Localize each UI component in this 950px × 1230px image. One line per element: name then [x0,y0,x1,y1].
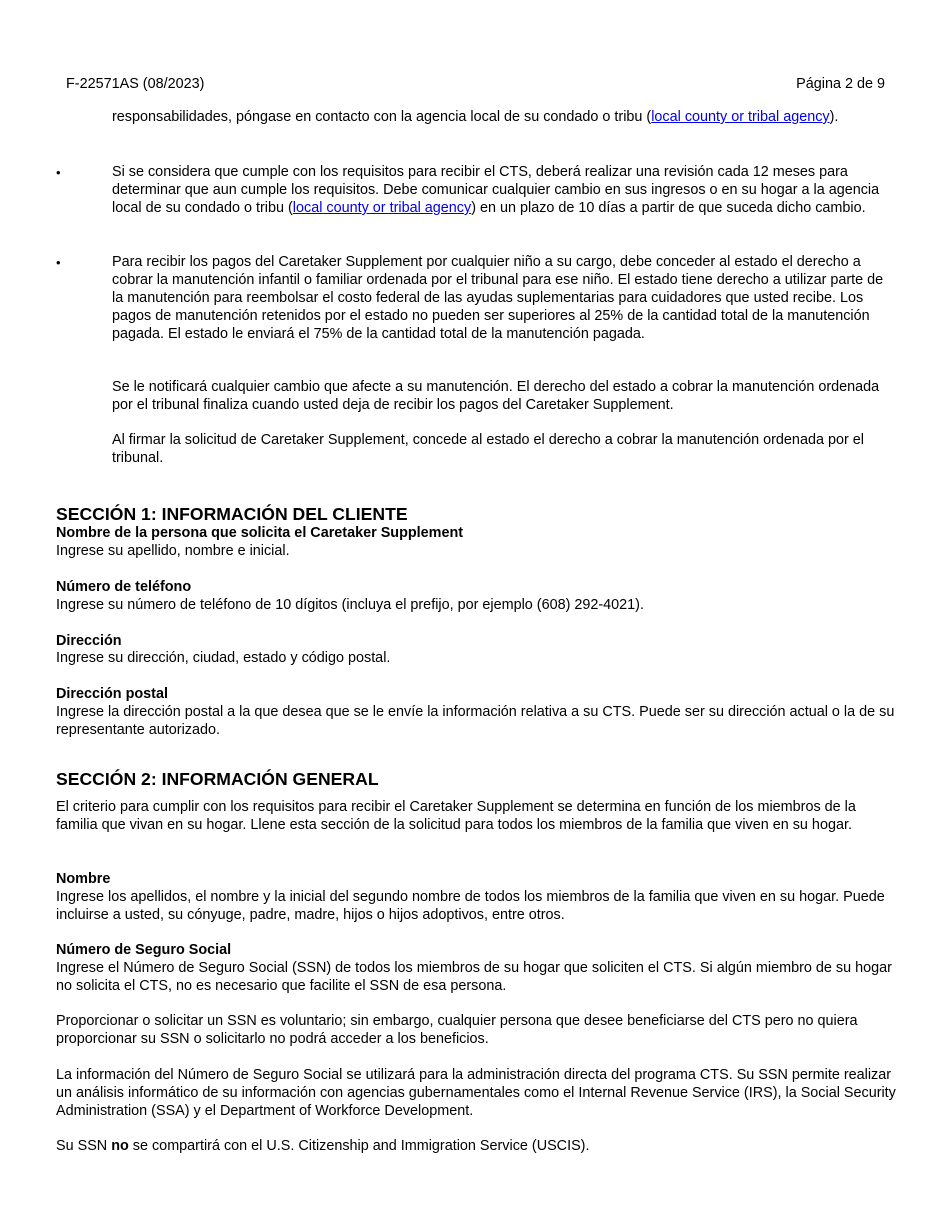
child-support-signature: Al firmar la solicitud de Caretaker Supplement, concede al estado el derecho a cobrar la manutención ordenada por el tribunal. [112,432,864,466]
section2-title: SECCIÓN 2: INFORMACIÓN GENERAL [56,769,379,789]
bullet-marker: • [56,255,61,270]
section1-address-text: Ingrese su dirección, ciudad, estado y código postal. [56,650,391,666]
section1-phone-label: Número de teléfono [56,579,192,595]
form-id: F-22571AS (08/2023) [66,76,205,92]
section2-name-text: Ingrese los apellidos, el nombre y la inicial del segundo nombre de todos los miembros de la familia que viven en su hogar. Puede incluirse a usted, su cónyuge, padre, madre, hijos o hijos adoptivos, entre otros. [56,889,885,923]
section2-name-label: Nombre [56,871,111,887]
section2-intro: El criterio para cumplir con los requisitos para recibir el Caretaker Supplement se determina en función de los miembros de la familia que vivan en su hogar. Llene esta sección de la solicitud para todos los miembros de la familia que viven en su hogar. [56,799,856,833]
intro-continuation: responsabilidades, póngase en contacto con la agencia local de su condado o tribu (local county or tribal agency). [112,109,839,125]
section1-name-text: Ingrese su apellido, nombre e inicial. [56,543,290,559]
bullet-marker: • [56,165,61,180]
section2-ssn-label: Número de Seguro Social [56,942,232,958]
section1-name-label: Nombre de la persona que solicita el Caretaker Supplement [56,525,464,541]
section2-ssn-share: Su SSN no se compartirá con el U.S. Citizenship and Immigration Service (USCIS). [56,1138,590,1154]
section1-mail-label: Dirección postal [56,686,168,702]
section1-phone-text: Ingrese su número de teléfono de 10 dígitos (incluya el prefijo, por ejemplo (608) 292-4021). [56,597,644,613]
section2-ssn-voluntary: Proporcionar o solicitar un SSN es voluntario; sin embargo, cualquier persona que desee beneficiarse del CTS pero no quiera proporcionar su SSN o solicitarlo no podrá acceder a los beneficios. [56,1013,858,1047]
section2-ssn-text: Ingrese el Número de Seguro Social (SSN) de todos los miembros de su hogar que soliciten el CTS. Si algún miembro de su hogar no solicita el CTS, no es necesario que facilite el SSN de esa persona. [56,960,892,994]
review-bullet: Si se considera que cumple con los requisitos para recibir el CTS, deberá realizar una revisión cada 12 meses para determinar que aun cumple los requisitos. Debe comunicar cualquier cambio en sus ingresos o en su hogar a la agencia local de su condado o tribu (local county or tribal agency) en un plazo de 10 días a partir de que suceda dicho cambio. [112,164,880,216]
page-number: Página 2 de 9 [796,76,885,92]
section1-address-label: Dirección [56,633,122,649]
child-support-notice: Se le notificará cualquier cambio que afecte a su manutención. El derecho del estado a cobrar la manutención ordenada por el tribunal finaliza cuando usted deja de recibir los pagos del Caretaker Supplement. [112,379,880,413]
section1-title: SECCIÓN 1: INFORMACIÓN DEL CLIENTE [56,504,408,524]
county-agency-link[interactable]: local county or tribal agency [292,200,472,216]
section2-ssn-use: La información del Número de Seguro Social se utilizará para la administración directa del programa CTS. Su SSN permite realizar un análisis informático de su información con agencias gubernamentales como el Internal Revenue Service (IRS), la Social Security Administration (SSA) y el Department of Workforce Development. [56,1067,896,1119]
section1-mail-text: Ingrese la dirección postal a la que desea que se le envíe la información relativa a su CTS. Puede ser su dirección actual o la de su representante autorizado. [56,704,895,738]
county-agency-link[interactable]: local county or tribal agency [651,109,830,125]
emphasis-no: no [111,1138,129,1154]
child-support-bullet: Para recibir los pagos del Caretaker Supplement por cualquier niño a su cargo, debe conceder al estado el derecho a cobrar la manutención infantil o familiar ordenada por el tribunal para ese niño. El estado tiene derecho a utilizar parte de la manutención para reembolsar el costo federal de las ayudas suplementarias para cuidadores que usted recibe. Los pagos de manutención retenidos por el estado no pueden ser superiores al 25% de la cantidad total de la manutención pagada. El estado le enviará el 75% de la cantidad total de la manutención pagada. [112,254,884,342]
